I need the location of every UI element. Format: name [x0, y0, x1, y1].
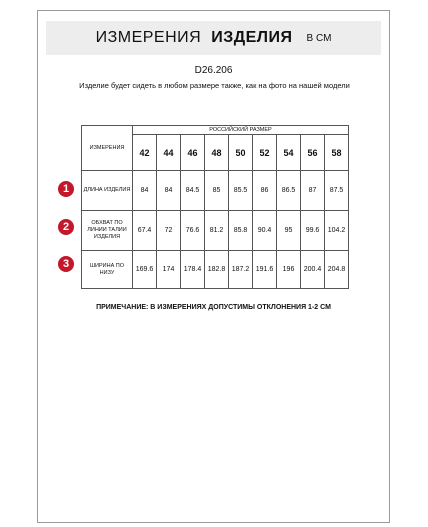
size-header: 48 [205, 135, 229, 171]
table-cell: 87 [301, 171, 325, 211]
table-cell: 200.4 [301, 251, 325, 289]
size-chart-card [37, 10, 390, 523]
size-table [81, 125, 349, 289]
table-cell: 87.5 [325, 171, 349, 211]
table-cell: 86 [253, 171, 277, 211]
size-header: 44 [157, 135, 181, 171]
table-cell: 182.8 [205, 251, 229, 289]
table-cell: 178.4 [181, 251, 205, 289]
table-cell: 84 [157, 171, 181, 211]
size-group-header: РОССИЙСКИЙ РАЗМЕР [133, 126, 349, 135]
table-cell: 169.6 [133, 251, 157, 289]
table-cell: 85.8 [229, 211, 253, 251]
fit-description: Изделие будет сидеть в любом размере также, как на фото на нашей модели [79, 81, 350, 90]
size-header: 56 [301, 135, 325, 171]
table-cell: 84.5 [181, 171, 205, 211]
table-cell: 85 [205, 171, 229, 211]
tolerance-note: ПРИМЕЧАНИЕ: В ИЗМЕРЕНИЯХ ДОПУСТИМЫ ОТКЛОНЕНИЯ 1-2 СМ [96, 304, 331, 311]
corner-label: ИЗМЕРЕНИЯ [82, 126, 133, 171]
table-cell: 86.5 [277, 171, 301, 211]
row-label: ОБХВАТ ПО ЛИНИИ ТАЛИИ ИЗДЕЛИЯ [82, 211, 133, 251]
table-cell: 72 [157, 211, 181, 251]
badge-2-icon: 2 [58, 219, 74, 235]
table-cell: 187.2 [229, 251, 253, 289]
badge-1-icon: 1 [58, 181, 74, 197]
table-cell: 174 [157, 251, 181, 289]
badge-3-icon: 3 [58, 256, 74, 272]
table-cell: 99.6 [301, 211, 325, 251]
row-label: ДЛИНА ИЗДЕЛИЯ [82, 171, 133, 211]
table-cell: 76.6 [181, 211, 205, 251]
table-cell: 67.4 [133, 211, 157, 251]
size-header: 46 [181, 135, 205, 171]
size-header: 50 [229, 135, 253, 171]
table-cell: 81.2 [205, 211, 229, 251]
row-label: ШИРИНА ПО НИЗУ [82, 251, 133, 289]
table-row-hem-width [82, 251, 349, 289]
table-row-length [82, 171, 349, 211]
title-bar [46, 21, 381, 55]
title-measurements: ИЗМЕРЕНИЯ [95, 29, 202, 46]
table-cell: 104.2 [325, 211, 349, 251]
table-cell: 196 [277, 251, 301, 289]
table-cell: 95 [277, 211, 301, 251]
size-header: 52 [253, 135, 277, 171]
table-cell: 191.6 [253, 251, 277, 289]
title-garment: ИЗДЕЛИЯ [211, 29, 293, 46]
size-header: 54 [277, 135, 301, 171]
title-unit: В СМ [306, 32, 332, 44]
size-header: 58 [325, 135, 349, 171]
table-cell: 204.8 [325, 251, 349, 289]
table-cell: 90.4 [253, 211, 277, 251]
size-header: 42 [133, 135, 157, 171]
table-cell: 84 [133, 171, 157, 211]
table-row-waist [82, 211, 349, 251]
table-cell: 85.5 [229, 171, 253, 211]
product-code: D26.206 [194, 65, 233, 76]
